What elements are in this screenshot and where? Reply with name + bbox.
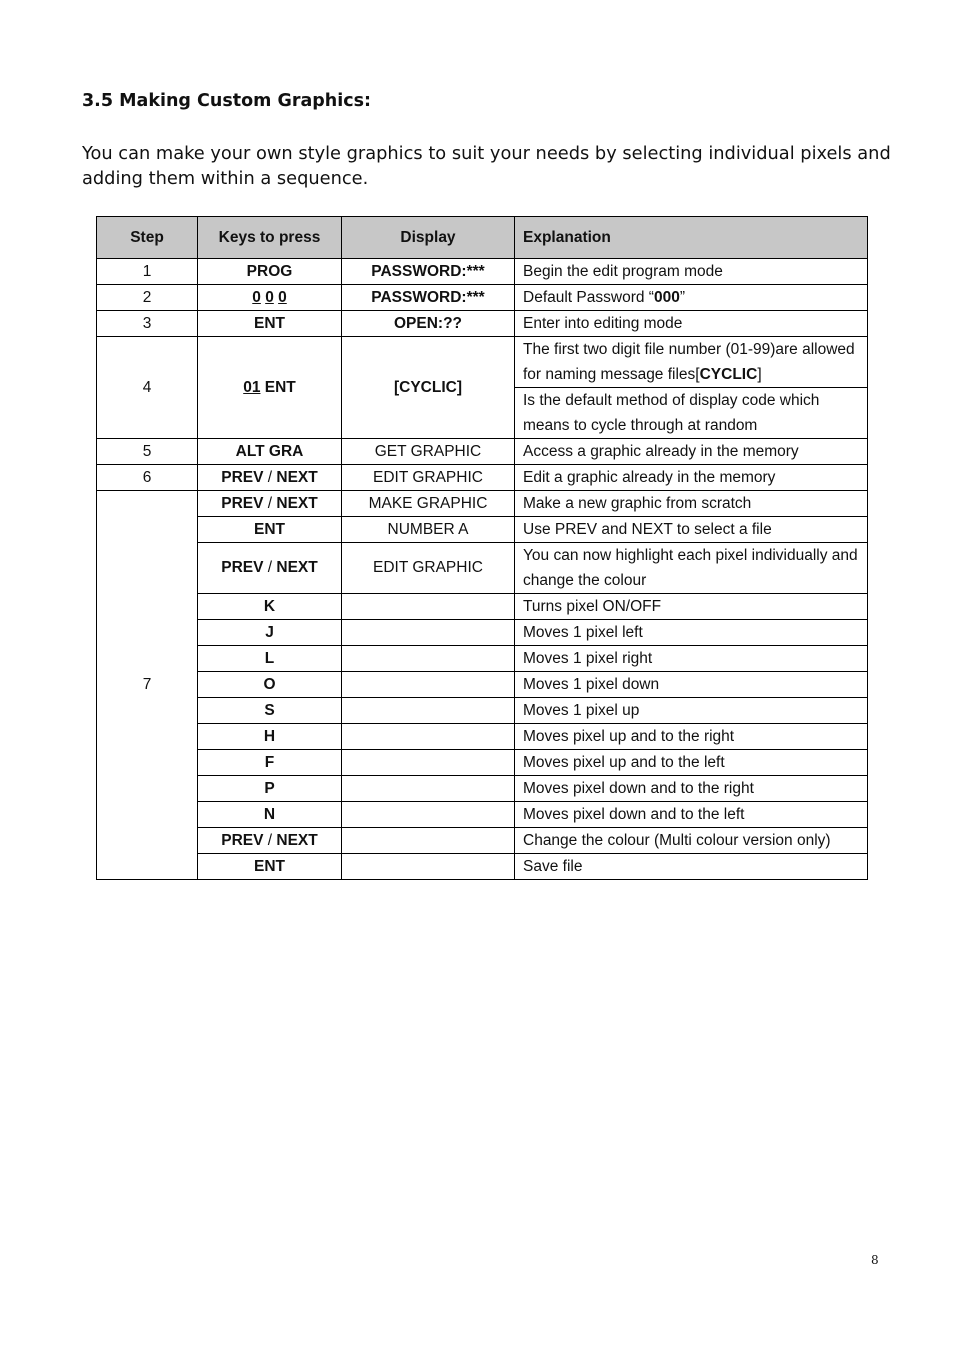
table-row [97,802,868,828]
display-cell [342,854,515,880]
explanation-cell: Access a graphic already in the memory [515,439,868,465]
instructions-table [96,216,868,880]
keys-cell [198,337,342,439]
key-separator: / [263,468,277,486]
display-cell [342,724,515,750]
display-cell: NUMBER A [342,517,515,543]
table-row [97,517,868,543]
keys-cell [198,828,342,854]
table-row [97,854,868,880]
display-cell: MAKE GRAPHIC [342,491,515,517]
table-row [97,594,868,620]
explanation-cell: Use PREV and NEXT to select a file [515,517,868,543]
explanation-cell: Moves 1 pixel left [515,620,868,646]
explanation-bold: 000 [653,289,680,306]
display-cell [342,750,515,776]
keys-cell: K [198,594,342,620]
key-separator: / [263,559,277,576]
section-heading: 3.5 Making Custom Graphics: [82,91,372,111]
key-separator: / [263,831,277,849]
table-row [97,491,868,517]
keys-cell: S [198,698,342,724]
key-label: ENT [260,378,296,396]
explanation-cell [515,337,868,388]
intro-paragraph: You can make your own style graphics to suit your needs by selecting individual pixels and adding them within a sequence. [82,143,891,189]
page-number: 8 [871,1253,879,1267]
keys-cell: O [198,672,342,698]
explanation-text: ” [679,289,685,306]
step-cell: 6 [97,465,198,491]
explanation-cell: Begin the edit program mode [515,259,868,285]
keys-cell: P [198,776,342,802]
table-row [97,439,868,465]
table-row [97,776,868,802]
display-cell [342,646,515,672]
header-step: Step [97,217,198,259]
key-prev: PREV [221,559,264,576]
step-cell: 4 [97,337,198,439]
key-next: NEXT [276,468,318,486]
table-row [97,285,868,311]
display-cell: EDIT GRAPHIC [342,543,515,594]
explanation-cell: Change the colour (Multi colour version only) [515,828,868,854]
display-cell [342,620,515,646]
key-digit: 0 [252,288,261,306]
explanation-cell: Turns pixel ON/OFF [515,594,868,620]
explanation-cell [515,285,868,311]
keys-cell: ENT [198,854,342,880]
table-row [97,750,868,776]
display-cell [342,672,515,698]
explanation-cell: Save file [515,854,868,880]
explanation-text: The first two digit file number (01-99)are allowed for naming message files[ [523,341,855,383]
table-row [97,672,868,698]
keys-cell: ENT [198,311,342,337]
key-file-number: 01 [243,378,261,396]
key-next: NEXT [276,494,318,512]
keys-cell [198,465,342,491]
keys-cell: ALT GRA [198,439,342,465]
table-row [97,311,868,337]
explanation-text: ] [757,366,762,383]
keys-cell: N [198,802,342,828]
keys-cell: PROG [198,259,342,285]
display-cell: PASSWORD:*** [342,259,515,285]
table-header-row [97,217,868,259]
explanation-cell: Moves pixel up and to the left [515,750,868,776]
table-row [97,620,868,646]
display-cell: GET GRAPHIC [342,439,515,465]
step-cell: 1 [97,259,198,285]
keys-cell [198,543,342,594]
display-cell [342,594,515,620]
explanation-cell: Moves 1 pixel down [515,672,868,698]
explanation-cell: Moves 1 pixel right [515,646,868,672]
keys-cell [198,491,342,517]
step-cell: 2 [97,285,198,311]
keys-cell: F [198,750,342,776]
step-cell: 3 [97,311,198,337]
display-cell: [CYCLIC] [342,337,515,439]
explanation-cell: Moves pixel down and to the left [515,802,868,828]
key-prev: PREV [221,468,264,486]
step-cell: 7 [97,491,198,880]
key-digit: 0 [265,288,274,306]
display-cell: EDIT GRAPHIC [342,465,515,491]
explanation-cell: Moves 1 pixel up [515,698,868,724]
explanation-cell: Moves pixel up and to the right [515,724,868,750]
explanation-bold: CYCLIC [699,366,758,383]
table-row [97,646,868,672]
display-cell: PASSWORD:*** [342,285,515,311]
header-keys: Keys to press [198,217,342,259]
explanation-cell: You can now highlight each pixel individually and change the colour [515,543,868,594]
keys-cell: ENT [198,517,342,543]
key-digit: 0 [278,288,287,306]
table-row [97,724,868,750]
keys-cell: L [198,646,342,672]
key-next: NEXT [276,559,318,576]
explanation-cell: Moves pixel down and to the right [515,776,868,802]
table-row [97,543,868,594]
explanation-cell: Make a new graphic from scratch [515,491,868,517]
keys-cell: H [198,724,342,750]
keys-cell: J [198,620,342,646]
header-explanation: Explanation [515,217,868,259]
keys-cell [198,285,342,311]
key-prev: PREV [221,494,264,512]
key-next: NEXT [276,831,318,849]
header-display: Display [342,217,515,259]
table-row [97,828,868,854]
display-cell [342,802,515,828]
display-cell [342,828,515,854]
explanation-text: Default Password “ [523,289,654,306]
table-row [97,259,868,285]
explanation-cell: Is the default method of display code which means to cycle through at random [515,388,868,439]
explanation-cell: Enter into editing mode [515,311,868,337]
explanation-cell: Edit a graphic already in the memory [515,465,868,491]
table-row [97,337,868,388]
display-cell: OPEN:?? [342,311,515,337]
display-cell [342,776,515,802]
key-prev: PREV [221,831,264,849]
step-cell: 5 [97,439,198,465]
key-separator: / [263,494,277,512]
table-row [97,698,868,724]
table-row [97,465,868,491]
display-cell [342,698,515,724]
